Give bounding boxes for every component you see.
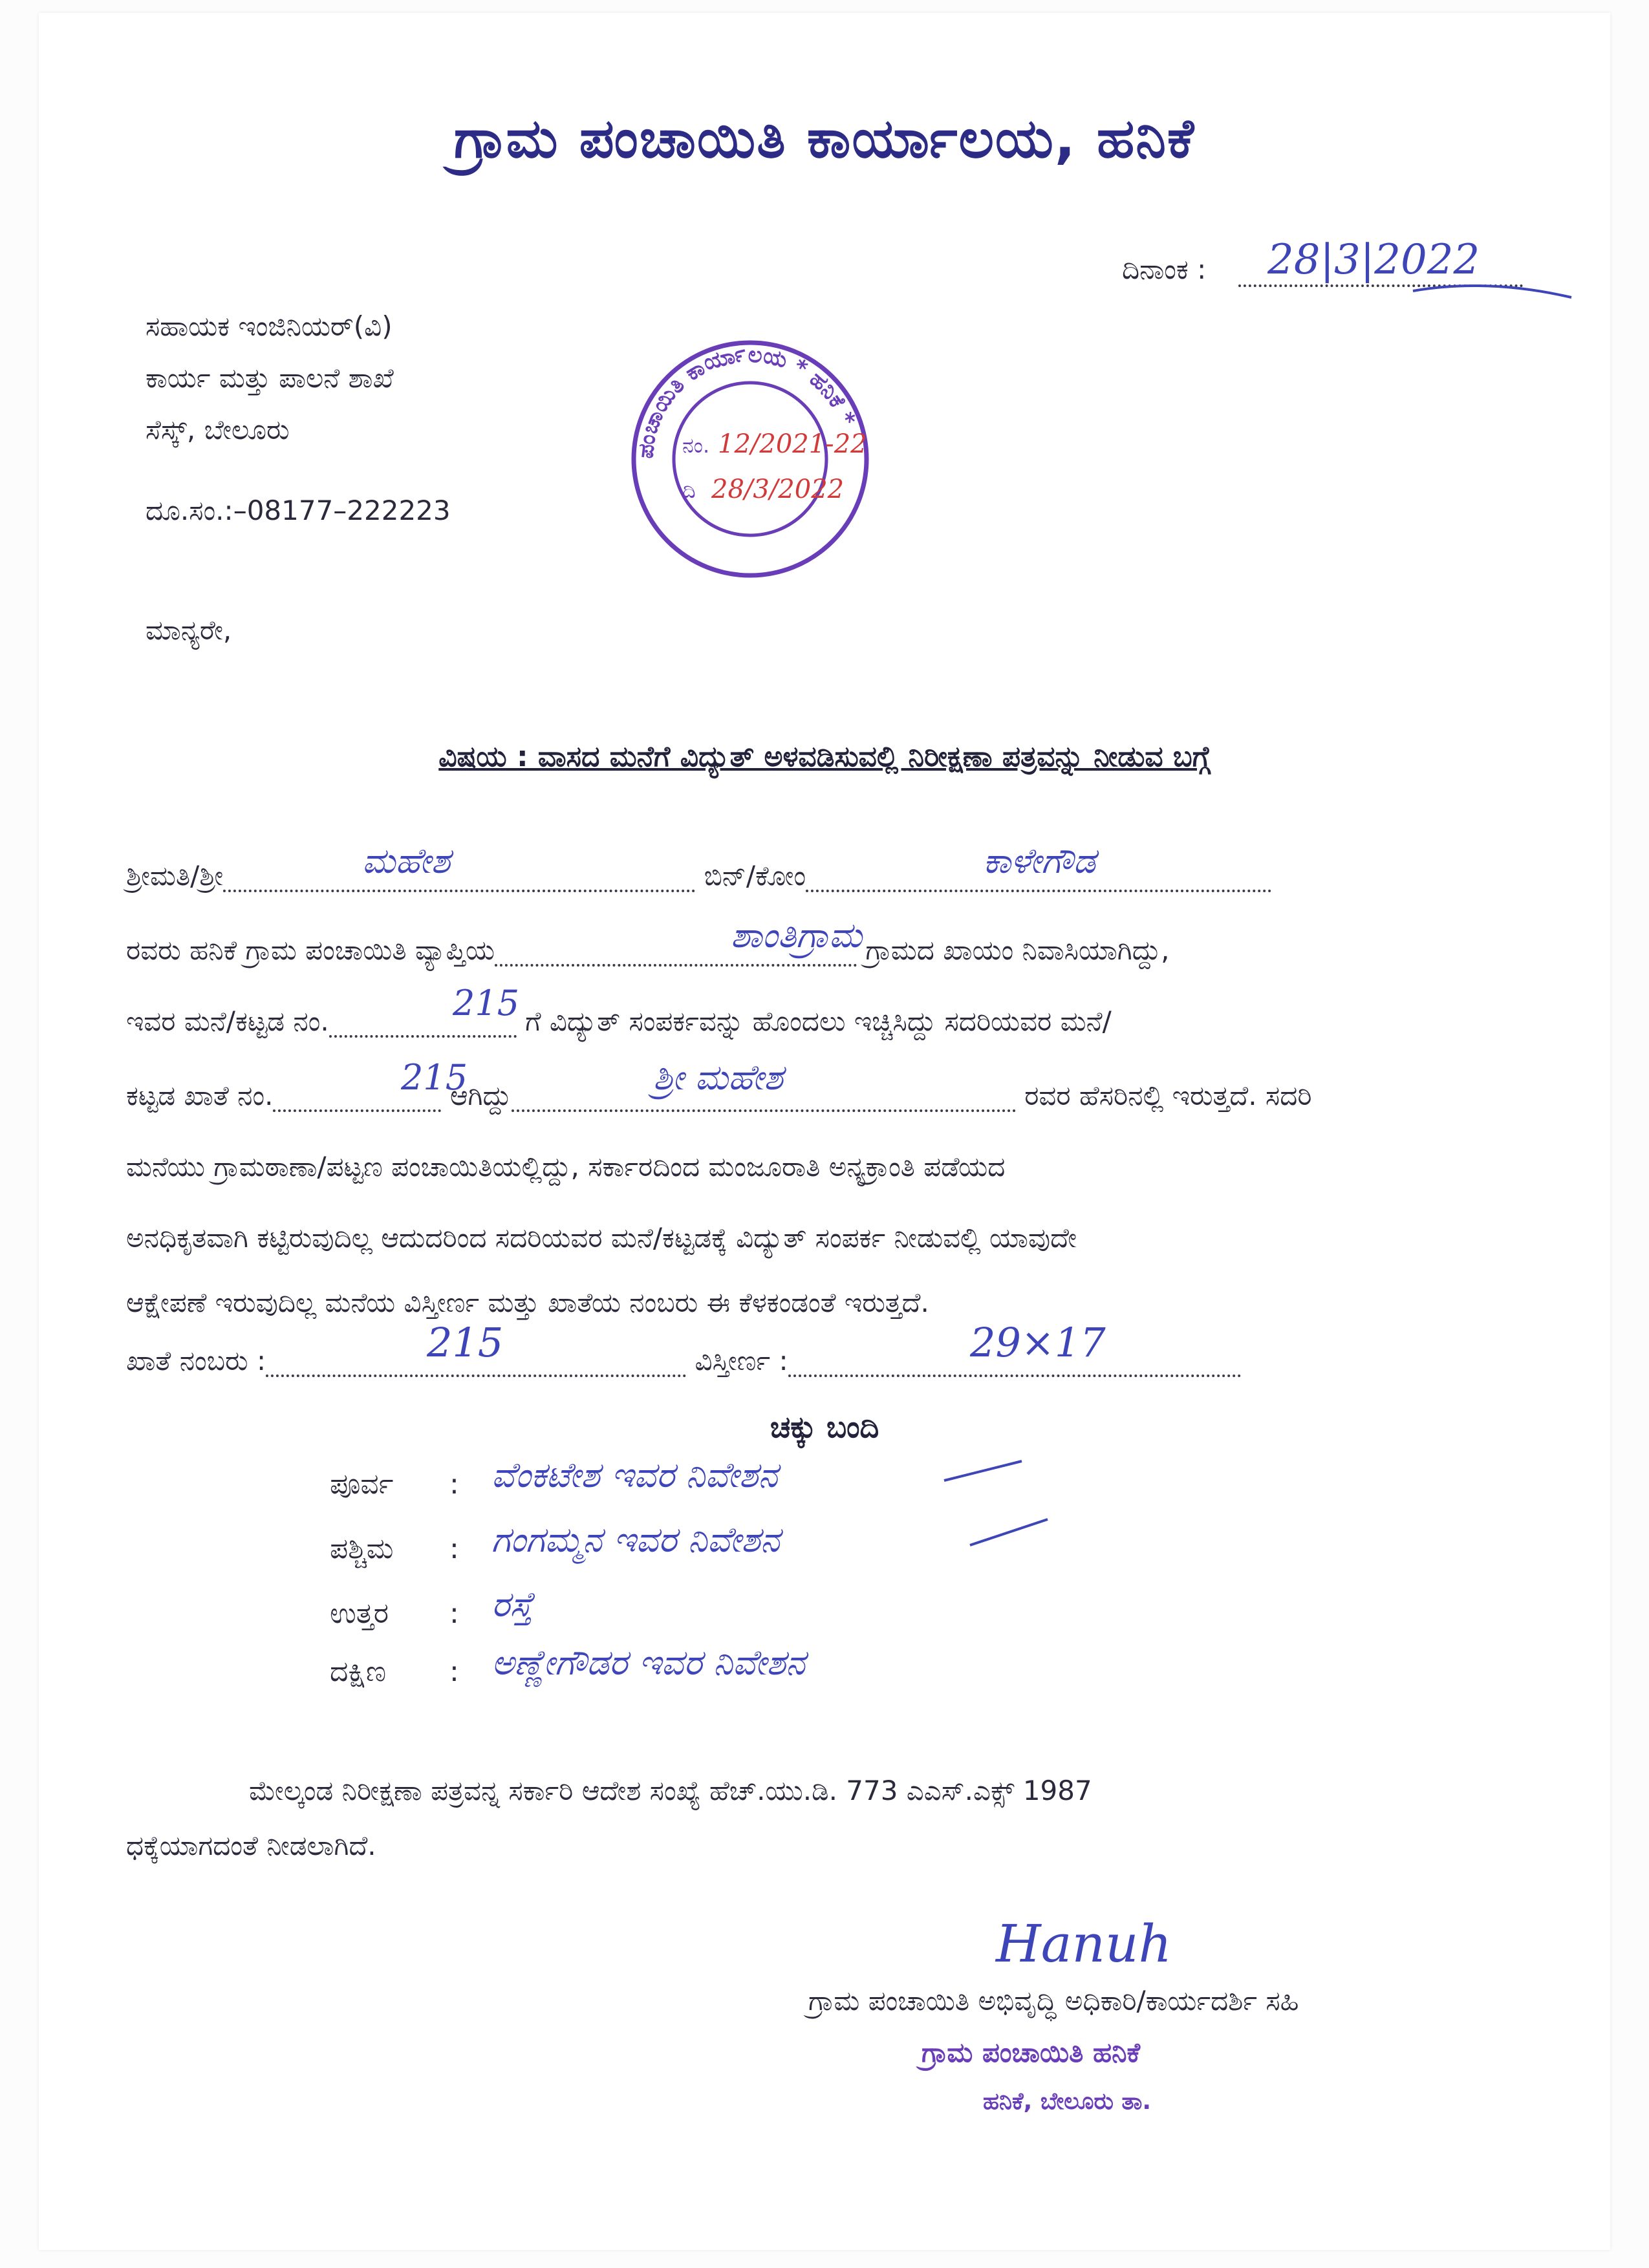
owner-name-suffix-text: ರವರ ಹೆಸರಿನಲ್ಲಿ ಇರುತ್ತದೆ. ಸದರಿ — [1024, 1080, 1312, 1111]
area-label: ವಿಸ್ತೀರ್ಣ : — [695, 1345, 788, 1376]
body-line-2 — [126, 934, 1169, 967]
date-value: 28|3|2022 — [1267, 236, 1480, 284]
south-boundary: ಅಣ್ಣೇಗೌಡರ ಇವರ ನಿವೇಶನ — [491, 1642, 806, 1683]
khata-no-label: ಕಟ್ಟಡ ಖಾತೆ ನಂ. — [126, 1080, 274, 1111]
office-title: ಗ್ರಾಮ ಪಂಚಾಯಿತಿ ಕಾರ್ಯಾಲಯ, ಹನಿಕೆ — [453, 107, 1196, 170]
east-boundary: ವೆಂಕಟೇಶ ಇವರ ನಿವೇಶನ — [491, 1455, 778, 1495]
body-line-3 — [126, 1005, 1112, 1038]
owner-name: ಶ್ರೀ ಮಹೇಶ — [653, 1057, 783, 1098]
west-boundary: ಗಂಗಮ್ಮನ ಇವರ ನಿವೇಶನ — [491, 1519, 780, 1560]
boundary-tick-marks — [931, 1448, 1061, 1565]
west-label: ಪಶ್ಚಿಮ — [330, 1532, 394, 1565]
seal-no-value: 12/2021-22 — [718, 429, 867, 459]
letter-subject: ವಿಷಯ : ವಾಸದ ಮನೆಗೆ ವಿದ್ಯುತ್ ಅಳವಡಿಸುವಲ್ಲಿ ನಿರೀಕ್ಷಣಾ ಪತ್ರವನ್ನು ನೀಡುವ ಬಗ್ಗೆ — [438, 740, 1211, 773]
father-name: ಕಾಳೇಗೌಡ — [983, 840, 1096, 881]
body-line-6: ಅನಧಿಕೃತವಾಗಿ ಕಟ್ಟಿರುವುದಿಲ್ಲ ಆದುದರಿಂದ ಸದರಿಯವರ ಮನೆ/ಕಟ್ಟಡಕ್ಕೆ ವಿದ್ಯುತ್ ಸಂಪರ್ಕ ನೀಡುವಲ್ಲಿ ಯಾವುದೇ — [126, 1222, 1077, 1254]
seal-no-label: ನಂ. — [682, 433, 710, 458]
seal-ring-text: ಪಂಚಾಯಿತಿ ಕಾರ್ಯಾಲಯ * ಹನಿಕೆ * — [632, 340, 861, 460]
closing-line-1: ಮೇಲ್ಕಂಡ ನಿರೀಕ್ಷಣಾ ಪತ್ರವನ್ನ ಸರ್ಕಾರಿ ಆದೇಶ ಸಂಖ್ಯೆ ಹೆಚ್.ಯು.ಡಿ. 773 ಎಎಸ್.ಎಕ್ಸ್ 1987 — [249, 1775, 1092, 1806]
seal-date-label: ದಿ — [682, 478, 696, 503]
khata-number: 215 — [427, 1319, 504, 1366]
khata-number-inline: 215 — [401, 1057, 468, 1098]
addressee-line-2: ಕಾರ್ಯ ಮತ್ತು ಪಾಲನೆ ಶಾಖೆ — [146, 362, 394, 394]
applicant-title-label: ಶ್ರೀಮತಿ/ಶ್ರೀ — [126, 860, 224, 892]
south-colon: : — [449, 1655, 459, 1688]
khata-label: ಖಾತೆ ನಂಬರು : — [126, 1345, 266, 1376]
salutation: ಮಾನ್ಯರೇ, — [146, 614, 232, 646]
building-no-label: ಇವರ ಮನೆ/ಕಟ್ಟಡ ನಂ. — [126, 1005, 329, 1037]
north-colon: : — [449, 1597, 459, 1630]
addressee-line-3: ಸೆಸ್ಕ್, ಬೇಲೂರು — [146, 414, 290, 445]
officer-stamp-line-1: ಗ್ರಾಮ ಪಂಚಾಯಿತಿ ಹನಿಕೆ — [921, 2037, 1141, 2068]
east-label: ಪೂರ್ವ — [330, 1468, 394, 1501]
seal-date-value: 28/3/2022 — [711, 475, 845, 504]
son-of-label: ಬಿನ್/ಕೋಂ — [704, 860, 806, 892]
west-colon: : — [449, 1532, 459, 1565]
area-value: 29×17 — [970, 1319, 1106, 1366]
boundaries-heading: ಚಕ್ಕು ಬಂದಿ — [770, 1409, 879, 1444]
north-boundary: ರಸ್ತೆ — [491, 1584, 533, 1625]
date-label: ದಿನಾಂಕ : — [1122, 253, 1207, 285]
applicant-name: ಮಹೇಶ — [362, 840, 451, 881]
closing-line-2: ಧಕ್ಕೆಯಾಗದಂತೆ ನೀಡಲಾಗಿದೆ. — [126, 1830, 376, 1861]
east-colon: : — [449, 1468, 459, 1501]
officer-stamp-line-2: ಹನಿಕೆ, ಬೇಲೂರು ತಾ. — [983, 2088, 1151, 2115]
village-name: ಶಾಂತಿಗ್ರಾಮ — [731, 915, 863, 956]
agiddu-text: ಆಗಿದ್ದು — [449, 1080, 512, 1111]
building-number: 215 — [453, 983, 520, 1023]
north-label: ಉತ್ತರ — [330, 1597, 389, 1630]
village-suffix-text: ಗ್ರಾಮದ ಖಾಯಂ ನಿವಾಸಿಯಾಗಿದ್ದು, — [865, 934, 1170, 966]
office-seal-stamp — [605, 336, 896, 582]
south-label: ದಕ್ಷಿಣ — [330, 1655, 387, 1688]
building-connection-text: ಗೆ ವಿದ್ಯುತ್ ಸಂಪರ್ಕವನ್ನು ಹೊಂದಲು ಇಚ್ಚಿಸಿದ್ದು ಸದರಿಯವರ ಮನೆ/ — [525, 1005, 1112, 1037]
date-underline-stroke — [1410, 272, 1578, 310]
body-line-1 — [126, 860, 1271, 892]
body-line-5: ಮನೆಯು ಗ್ರಾಮಠಾಣಾ/ಪಟ್ಟಣ ಪಂಚಾಯಿತಿಯಲ್ಲಿದ್ದು, ಸರ್ಕಾರದಿಂದ ಮಂಜೂರಾತಿ ಅನ್ಯಕ್ರಾಂತಿ ಪಡೆಯದ — [126, 1151, 1006, 1182]
addressee-phone: ದೂ.ಸಂ.:–08177–222223 — [146, 495, 451, 526]
village-prefix-text: ರವರು ಹನಿಕೆ ಗ್ರಾಮ ಪಂಚಾಯಿತಿ ವ್ಯಾಪ್ತಿಯ — [126, 934, 495, 966]
addressee-line-1: ಸಹಾಯಕ ಇಂಜಿನಿಯರ್(ವಿ) — [146, 310, 393, 342]
signature-caption: ಗ್ರಾಮ ಪಂಚಾಯಿತಿ ಅಭಿವೃದ್ಧಿ ಅಧಿಕಾರಿ/ಕಾರ್ಯದರ್ಶಿ ಸಹಿ — [808, 1985, 1299, 2017]
body-line-7: ಆಕ್ಷೇಪಣೆ ಇರುವುದಿಲ್ಲ ಮನೆಯ ವಿಸ್ತೀರ್ಣ ಮತ್ತು ಖಾತೆಯ ನಂಬರು ಈ ಕೆಳಕಂಡಂತೆ ಇರುತ್ತದೆ. — [126, 1287, 929, 1318]
officer-signature: Hanuh — [996, 1914, 1172, 1974]
